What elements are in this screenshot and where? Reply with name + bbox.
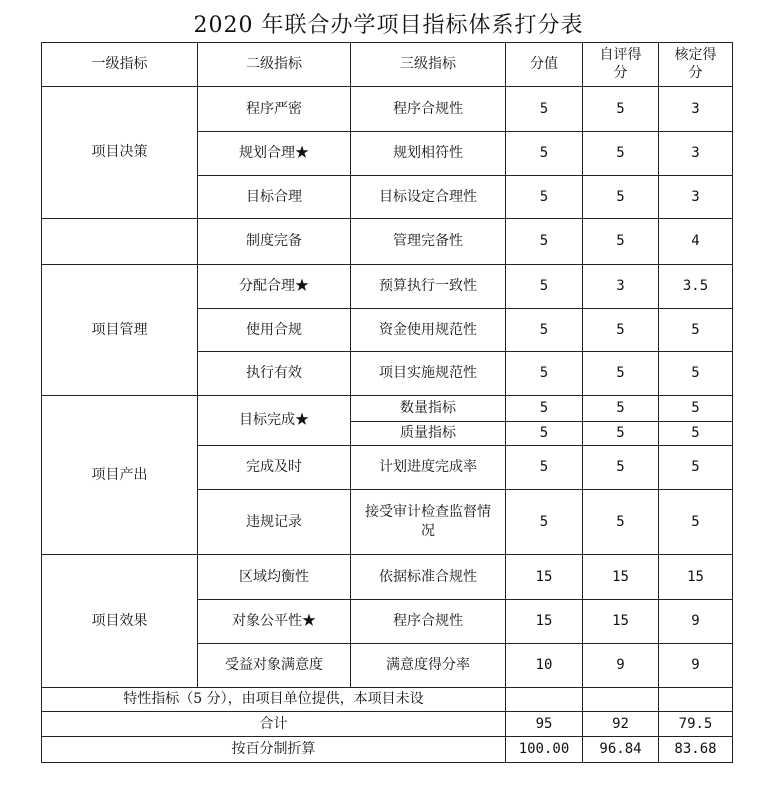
self-score-cell: 5 xyxy=(583,396,659,422)
level3-cell: 预算执行一致性 xyxy=(351,265,506,309)
table-row xyxy=(42,87,733,132)
level2-cell: 违规记录 xyxy=(198,490,351,555)
special-indicator-note: 特性指标（5 分），由项目单位提供，本项目未设 xyxy=(42,688,506,712)
self-score-cell: 5 xyxy=(583,446,659,490)
score-cell: 15 xyxy=(506,600,583,644)
total-score: 95 xyxy=(506,712,583,737)
score-cell: 5 xyxy=(506,87,583,132)
score-cell xyxy=(506,688,583,712)
self-score-cell: 9 xyxy=(583,644,659,688)
level2-cell: 分配合理★ xyxy=(198,265,351,309)
level2-cell: 区域均衡性 xyxy=(198,555,351,600)
self-score-cell: 5 xyxy=(583,309,659,352)
self-score-cell xyxy=(583,688,659,712)
self-score-cell: 5 xyxy=(583,132,659,176)
level3-cell: 项目实施规范性 xyxy=(351,352,506,396)
final-score-cell: 5 xyxy=(659,309,733,352)
percent-self-score: 96.84 xyxy=(583,737,659,763)
level2-cell: 对象公平性★ xyxy=(198,600,351,644)
table-row xyxy=(42,265,733,309)
level2-cell: 执行有效 xyxy=(198,352,351,396)
final-score-cell: 9 xyxy=(659,644,733,688)
score-cell: 5 xyxy=(506,422,583,446)
table-row xyxy=(42,555,733,600)
level3-cell: 管理完备性 xyxy=(351,219,506,265)
level3-cell: 满意度得分率 xyxy=(351,644,506,688)
total-row xyxy=(42,712,733,737)
level3-cell: 计划进度完成率 xyxy=(351,446,506,490)
score-cell: 5 xyxy=(506,490,583,555)
score-table xyxy=(41,42,733,763)
percent-final-score: 83.68 xyxy=(659,737,733,763)
score-cell: 10 xyxy=(506,644,583,688)
score-cell: 5 xyxy=(506,176,583,219)
total-self-score: 92 xyxy=(583,712,659,737)
self-score-cell: 5 xyxy=(583,490,659,555)
percent-label: 按百分制折算 xyxy=(42,737,506,763)
level1-cell: 项目效果 xyxy=(42,555,198,688)
level1-cell: 项目管理 xyxy=(42,265,198,396)
level3-cell: 程序合规性 xyxy=(351,600,506,644)
self-score-cell: 5 xyxy=(583,176,659,219)
final-score-cell: 3.5 xyxy=(659,265,733,309)
level2-cell: 目标合理 xyxy=(198,176,351,219)
score-cell: 5 xyxy=(506,352,583,396)
level2-cell: 受益对象满意度 xyxy=(198,644,351,688)
final-score-cell: 3 xyxy=(659,176,733,219)
score-cell: 5 xyxy=(506,132,583,176)
level1-cell: 项目产出 xyxy=(42,396,198,555)
final-score-cell: 5 xyxy=(659,396,733,422)
self-score-cell: 15 xyxy=(583,555,659,600)
header-level2: 二级指标 xyxy=(198,43,351,87)
percent-score: 100.00 xyxy=(506,737,583,763)
score-cell: 5 xyxy=(506,219,583,265)
table-row xyxy=(42,219,733,265)
score-cell: 5 xyxy=(506,309,583,352)
final-score-cell: 5 xyxy=(659,352,733,396)
level3-cell: 数量指标 xyxy=(351,396,506,422)
header-row xyxy=(42,43,733,87)
total-final-score: 79.5 xyxy=(659,712,733,737)
final-score-cell: 5 xyxy=(659,422,733,446)
header-final-score: 核定得分 xyxy=(659,43,733,87)
header-score: 分值 xyxy=(506,43,583,87)
final-score-cell: 4 xyxy=(659,219,733,265)
score-cell: 15 xyxy=(506,555,583,600)
header-self-score: 自评得分 xyxy=(583,43,659,87)
self-score-cell: 5 xyxy=(583,352,659,396)
page-title: 2020 年联合办学项目指标体系打分表 xyxy=(193,13,584,38)
self-score-cell: 5 xyxy=(583,422,659,446)
level1-cell: 项目决策 xyxy=(42,87,198,219)
score-cell: 5 xyxy=(506,396,583,422)
level2-cell: 规划合理★ xyxy=(198,132,351,176)
total-label: 合计 xyxy=(42,712,506,737)
header-level1: 一级指标 xyxy=(42,43,198,87)
final-score-cell: 5 xyxy=(659,446,733,490)
score-cell: 5 xyxy=(506,265,583,309)
final-score-cell: 3 xyxy=(659,87,733,132)
final-score-cell: 15 xyxy=(659,555,733,600)
level2-cell: 程序严密 xyxy=(198,87,351,132)
self-score-cell: 3 xyxy=(583,265,659,309)
level1-cell xyxy=(42,219,198,265)
level2-cell: 制度完备 xyxy=(198,219,351,265)
header-level3: 三级指标 xyxy=(351,43,506,87)
level3-cell: 接受审计检查监督情况 xyxy=(351,490,506,555)
final-score-cell xyxy=(659,688,733,712)
level2-cell: 使用合规 xyxy=(198,309,351,352)
final-score-cell: 3 xyxy=(659,132,733,176)
self-score-cell: 15 xyxy=(583,600,659,644)
level3-cell: 资金使用规范性 xyxy=(351,309,506,352)
score-cell: 5 xyxy=(506,446,583,490)
table-row xyxy=(42,396,733,422)
level2-cell: 目标完成★ xyxy=(198,396,351,446)
self-score-cell: 5 xyxy=(583,87,659,132)
percent-row xyxy=(42,737,733,763)
final-score-cell: 9 xyxy=(659,600,733,644)
level3-cell: 依据标准合规性 xyxy=(351,555,506,600)
final-score-cell: 5 xyxy=(659,490,733,555)
level3-cell: 质量指标 xyxy=(351,422,506,446)
special-indicator-row xyxy=(42,688,733,712)
level3-cell: 目标设定合理性 xyxy=(351,176,506,219)
level3-cell: 规划相符性 xyxy=(351,132,506,176)
level2-cell: 完成及时 xyxy=(198,446,351,490)
self-score-cell: 5 xyxy=(583,219,659,265)
level3-cell: 程序合规性 xyxy=(351,87,506,132)
